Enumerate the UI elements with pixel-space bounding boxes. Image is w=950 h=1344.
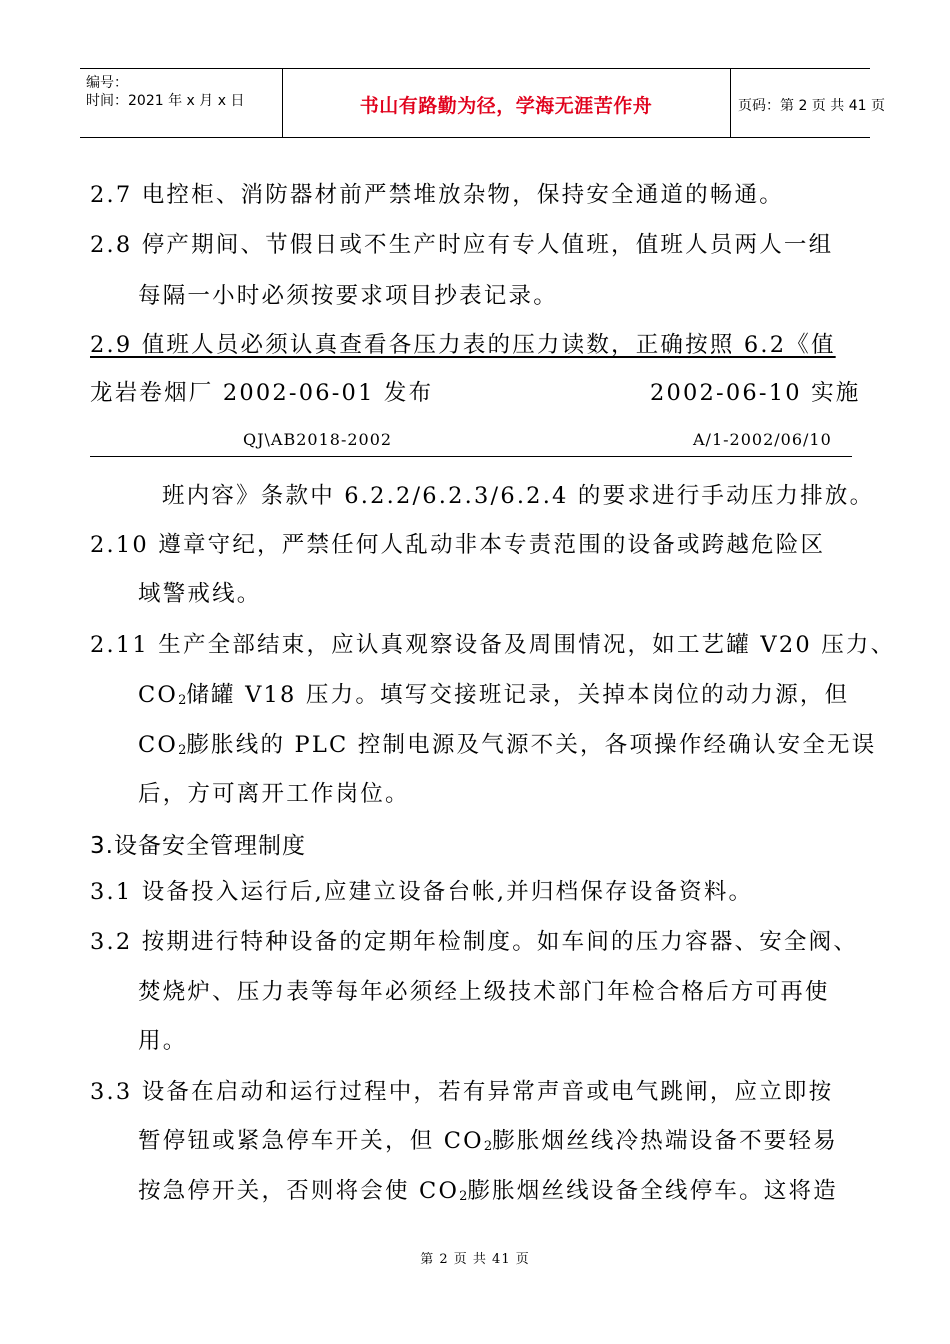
clause-2-10-line1: 2.10 遵章守纪，严禁任何人乱动非本专责范围的设备或跨越危险区 [90, 532, 826, 558]
section-3-heading: 3.设备安全管理制度 [90, 833, 306, 859]
clause-3-3-line3: 按急停开关，否则将会使 $CO_2$膨胀烟丝线设备全线停车。这将造 [138, 1178, 838, 1204]
doc-version: A/1-2002/06/10 [693, 430, 832, 449]
clause-3-2-line1: 3.2 按期进行特种设备的定期年检制度。如车间的压力容器、安全阀、 [90, 929, 859, 955]
header-page-cell [730, 69, 885, 137]
number-label: 编号： [86, 75, 128, 91]
date-label: 时间：2021 年 x 月 x 日 [86, 93, 245, 109]
header-meta-cell [80, 69, 283, 137]
effective-line: 2002-06-10 实施 [650, 380, 861, 406]
clause-2-9-line1: 2.9 值班人员必须认真查看各压力表的压力读数，正确按照 6.2《值 [90, 332, 836, 358]
clause-2-8-line2: 每隔一小时必须按要求项目抄表记录。 [138, 283, 558, 309]
divider-line [90, 456, 852, 457]
clause-3-2-line2: 焚烧炉、压力表等每年必须经上级技术部门年检合格后方可再使 [138, 979, 830, 1005]
clause-2-11-line2: $CO_2$储罐 V18 压力。填写交接班记录，关掉本岗位的动力源，但 [138, 682, 850, 708]
page-footer: 第 2 页 共 41 页 [420, 1252, 530, 1267]
clause-2-11-line1: 2.11 生产全部结束，应认真观察设备及周围情况，如工艺罐 V20 压力、 [90, 632, 896, 658]
header-motto-cell [282, 69, 731, 137]
clause-2-8-line1: 2.8 停产期间、节假日或不生产时应有专人值班，值班人员两人一组 [90, 232, 834, 258]
motto: 书山有路勤为径，学海无涯苦作舟 [359, 95, 653, 117]
clause-3-2-line3: 用。 [138, 1028, 188, 1054]
issuer-line: 龙岩卷烟厂 2002-06-01 发布 [90, 380, 434, 406]
clause-2-7: 2.7 电控柜、消防器材前严禁堆放杂物，保持安全通道的畅通。 [90, 182, 784, 208]
clause-2-11-line4: 后，方可离开工作岗位。 [138, 781, 410, 807]
clause-2-9-line2: 班内容》条款中 6.2.2/6.2.3/6.2.4 的要求进行手动压力排放。 [162, 483, 875, 509]
clause-3-1: 3.1 设备投入运行后,应建立设备台帐,并归档保存设备资料。 [90, 879, 754, 905]
page-info: 页码：第 2 页 共 41 页 [738, 98, 885, 114]
clause-3-3-line2: 暂停钮或紧急停车开关，但 $CO_2$膨胀烟丝线冷热端设备不要轻易 [138, 1128, 838, 1154]
clause-2-10-line2: 域警戒线。 [138, 581, 262, 607]
clause-3-3-line1: 3.3 设备在启动和运行过程中，若有异常声音或电气跳闸，应立即按 [90, 1079, 834, 1105]
page-header [80, 68, 885, 138]
doc-code: QJ\AB2018-2002 [243, 430, 393, 449]
clause-2-11-line3: $CO_2$膨胀线的 PLC 控制电源及气源不关，各项操作经确认安全无误 [138, 732, 877, 758]
